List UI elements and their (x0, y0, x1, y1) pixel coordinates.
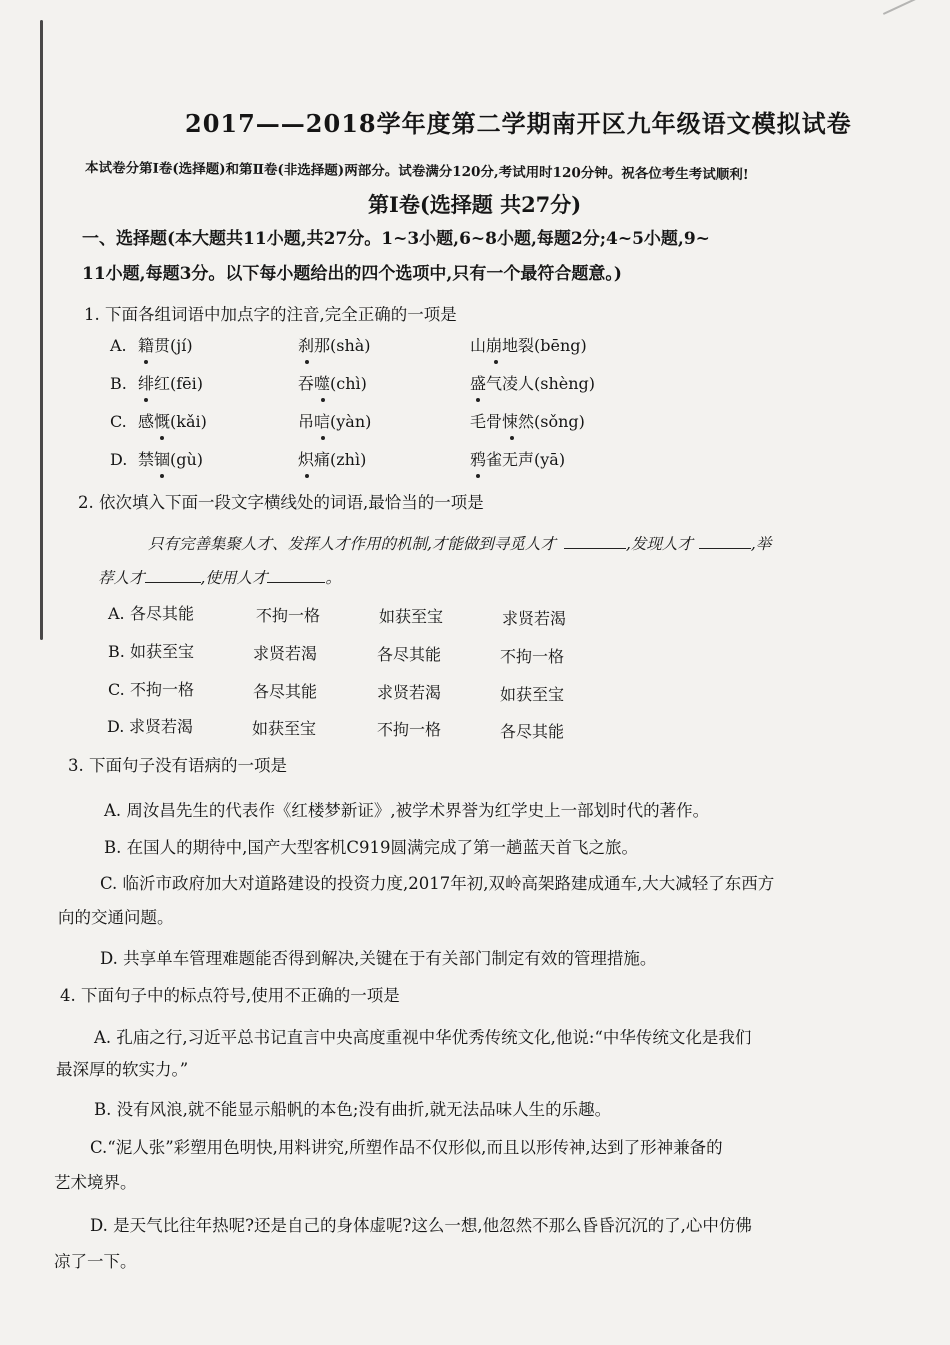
question-4-option-c-line2: 艺术境界。 (54, 1173, 137, 1192)
fill-blank (564, 548, 626, 549)
option-item: 山崩地裂(bēng) (470, 336, 587, 355)
option-item: 求贤若渴 (377, 683, 442, 702)
option-item: 禁锢(gù) (138, 450, 204, 469)
question-3-stem: 3. 下面句子没有语病的一项是 (68, 756, 287, 775)
option-item: 如获至宝 (500, 685, 565, 704)
option-item: 如获至宝 (379, 607, 444, 626)
option-item: 求贤若渴 (129, 717, 194, 736)
question-4-stem: 4. 下面句子中的标点符号,使用不正确的一项是 (60, 986, 400, 1005)
question-4-option-b: B. 没有风浪,就不能显示船帆的本色;没有曲折,就无法品味人生的乐趣。 (94, 1100, 612, 1119)
option-label: A. (110, 336, 127, 355)
section-instruction-line1: 一、选择题(本大题共11小题,共27分。1~3小题,6~8小题,每题2分;4~5小题,9~ (82, 229, 710, 249)
question-2-stem: 2. 依次填入下面一段文字横线处的词语,最恰当的一项是 (78, 493, 484, 512)
option-item: 不拘一格 (500, 647, 565, 666)
binding-margin-line (40, 20, 43, 640)
question-4-option-c-line1: C.“泥人张”彩塑用色明快,用料讲究,所塑作品不仅形似,而且以形传神,达到了形神兼备的 (90, 1138, 723, 1157)
passage-text: 。 (325, 569, 341, 587)
option-item: 籍贯(jí) (138, 336, 193, 355)
option-item: 绯红(fēi) (138, 374, 203, 393)
passage-text: 只有完善集聚人才、发挥人才作用的机制,才能做到寻觅人才 (148, 535, 556, 553)
option-item: 毛骨悚然(sǒng) (470, 412, 585, 431)
emphasis-dot (160, 436, 164, 440)
option-item: 各尽其能 (130, 604, 195, 623)
fill-blank (145, 582, 201, 583)
emphasis-dot (160, 474, 164, 478)
option-item: 感慨(kǎi) (138, 412, 207, 431)
option-label: B. (108, 642, 125, 661)
option-label: D. (110, 450, 128, 469)
passage-text: ,举 (750, 535, 772, 553)
emphasis-dot (144, 398, 148, 402)
option-item: 不拘一格 (130, 680, 195, 699)
option-item: 吊唁(yàn) (298, 412, 372, 431)
option-item: 各尽其能 (253, 682, 318, 701)
section-instruction-line2: 11小题,每题3分。以下每小题给出的四个选项中,只有一个最符合题意。) (82, 264, 622, 284)
emphasis-dot (305, 474, 309, 478)
option-item: 如获至宝 (252, 719, 317, 738)
emphasis-dot (321, 398, 325, 402)
exam-title: 2017——2018学年度第二学期南开区九年级语文模拟试卷 (185, 109, 852, 138)
question-3-option-a: A. 周汝昌先生的代表作《红楼梦新证》,被学术界誉为红学史上一部划时代的著作。 (104, 801, 710, 820)
option-label: C. (110, 412, 127, 431)
option-label: C. (108, 680, 125, 699)
question-2-passage-line1 (148, 537, 771, 553)
option-label: D. (107, 717, 125, 736)
question-4-option-a-line1: A. 孔庙之行,习近平总书记直言中央高度重视中华优秀传统文化,他说:“中华传统文化是我们 (94, 1028, 752, 1047)
question-4-option-a-line2: 最深厚的软实力。” (56, 1060, 189, 1079)
passage-text: ,发现人才 (625, 535, 693, 553)
option-item: 不拘一格 (256, 606, 321, 625)
option-item: 鸦雀无声(yā) (470, 450, 566, 469)
emphasis-dot (476, 398, 480, 402)
option-item: 各尽其能 (500, 722, 565, 741)
option-label: A. (108, 604, 125, 623)
emphasis-dot (476, 474, 480, 478)
question-3-option-c-line1: C. 临沂市政府加大对道路建设的投资力度,2017年初,双岭高架路建成通车,大大减轻了东西方 (100, 874, 775, 893)
emphasis-dot (494, 360, 498, 364)
part1-heading: 第Ⅰ卷(选择题 共27分) (368, 192, 582, 217)
option-item: 刹那(shà) (298, 336, 371, 355)
emphasis-dot (321, 436, 325, 440)
question-4-option-d-line1: D. 是天气比往年热呢?还是自己的身体虚呢?这么一想,他忽然不那么昏昏沉沉的了,心中仿佛 (90, 1216, 752, 1235)
scan-corner-mark (883, 0, 925, 26)
fill-blank (267, 582, 325, 583)
option-item: 求贤若渴 (253, 644, 318, 663)
question-3-option-d: D. 共享单车管理难题能否得到解决,关键在于有关部门制定有效的管理措施。 (100, 949, 657, 968)
option-item: 盛气凌人(shèng) (470, 374, 596, 393)
option-item: 求贤若渴 (502, 609, 567, 628)
emphasis-dot (144, 360, 148, 364)
option-item: 吞噬(chì) (298, 374, 367, 393)
question-3-option-b: B. 在国人的期待中,国产大型客机C919圆满完成了第一趟蓝天首飞之旅。 (104, 838, 638, 857)
question-4-option-d-line2: 凉了一下。 (54, 1252, 137, 1271)
option-label: B. (110, 374, 127, 393)
passage-text: 荐人才 (98, 569, 145, 587)
option-item: 不拘一格 (377, 720, 442, 739)
passage-text: ,使用人才 (200, 569, 268, 587)
option-item: 如获至宝 (130, 642, 195, 661)
option-item: 炽痛(zhì) (298, 450, 367, 469)
exam-note: 本试卷分第Ⅰ卷(选择题)和第Ⅱ卷(非选择题)两部分。试卷满分120分,考试用时120分钟。祝各位考生考试顺利! (84, 160, 749, 183)
emphasis-dot (305, 360, 309, 364)
question-2-passage-line2 (98, 571, 341, 587)
fill-blank (699, 548, 751, 549)
question-3-option-c-line2: 向的交通问题。 (58, 908, 174, 927)
question-1-stem: 1. 下面各组词语中加点字的注音,完全正确的一项是 (84, 305, 457, 324)
emphasis-dot (510, 436, 514, 440)
option-item: 各尽其能 (377, 645, 442, 664)
